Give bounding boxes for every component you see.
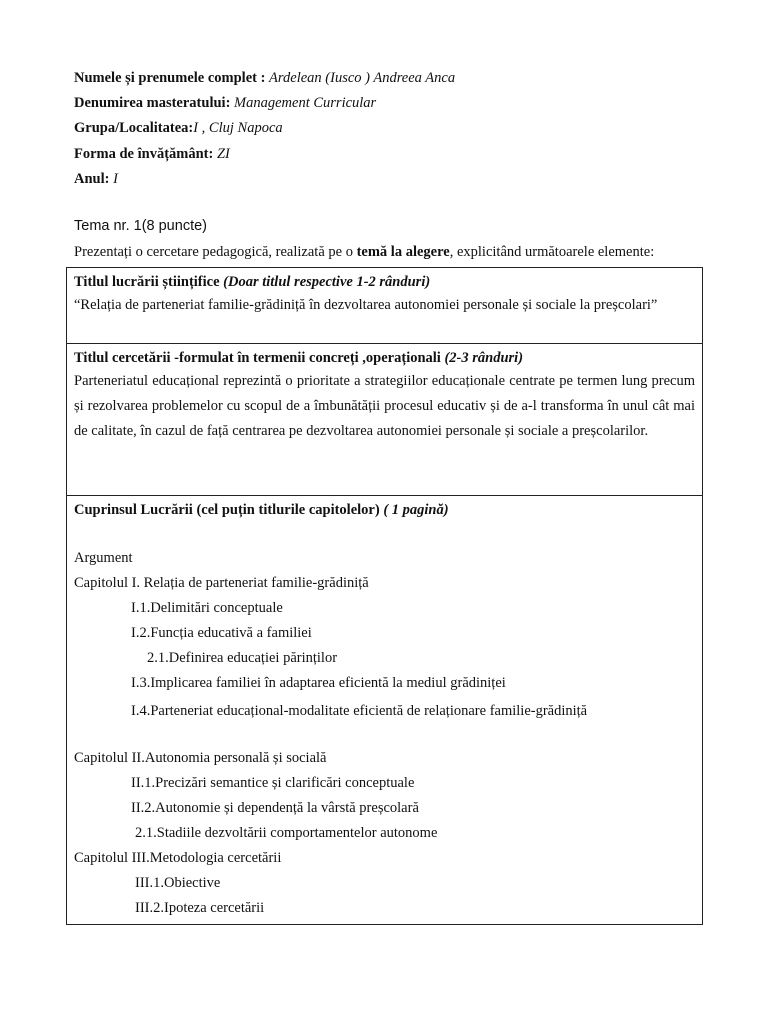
group-label: Grupa/Localitatea: bbox=[74, 120, 194, 136]
toc-chapter: Capitolul II.Autonomia personală și socială bbox=[74, 750, 327, 766]
section-scientific-title bbox=[67, 268, 703, 344]
year-label: Anul: bbox=[74, 171, 110, 187]
toc-item: I.4.Parteneriat educațional-modalitate eficientă de relaționare familie-grădiniță bbox=[131, 703, 588, 719]
task-intro bbox=[74, 244, 654, 261]
section-research-title bbox=[67, 344, 703, 496]
toc-item: 2.1.Stadiile dezvoltării comportamentelor autonome bbox=[135, 825, 438, 841]
toc-item: Argument bbox=[74, 550, 133, 566]
toc-item: I.3.Implicarea familiei în adaptarea eficientă la mediul grădiniței bbox=[131, 675, 506, 691]
section1-text: “Relația de parteneriat familie-grădiniță în dezvoltarea autonomiei personale și sociale la preșcolari” bbox=[74, 297, 658, 313]
section1-note: (Doar titlul respective 1-2 rânduri) bbox=[223, 274, 431, 290]
form-label: Forma de învățământ: bbox=[74, 146, 214, 162]
intro-prefix: Prezentați o cercetare pedagogică, realizată pe o bbox=[74, 244, 353, 260]
year-value: I bbox=[113, 171, 118, 187]
section3-note: ( 1 pagină) bbox=[383, 502, 449, 518]
toc-chapter: Capitolul III.Metodologia cercetării bbox=[74, 850, 282, 866]
intro-suffix: , explicitând următoarele elemente: bbox=[449, 244, 655, 260]
group-line bbox=[74, 119, 283, 137]
toc-item: I.2.Funcția educativă a familiei bbox=[131, 625, 312, 641]
form-value: ZI bbox=[216, 146, 230, 162]
section2-heading bbox=[74, 347, 695, 369]
intro-bold: temă la alegere bbox=[356, 244, 450, 260]
year-line bbox=[74, 170, 118, 188]
task-title: Tema nr. 1(8 puncte) bbox=[74, 218, 207, 234]
section2-title: Titlul cercetării -formulat în termenii concreți ,operaționali bbox=[74, 350, 441, 366]
name-label: Numele și prenumele complet : bbox=[74, 70, 266, 86]
master-value: Management Curricular bbox=[234, 95, 377, 111]
section1-title: Titlul lucrării științifice bbox=[74, 274, 220, 290]
name-value: Ardelean (Iusco ) Andreea Anca bbox=[269, 70, 456, 86]
section1-heading bbox=[74, 271, 695, 293]
section3-title: Cuprinsul Lucrării (cel puțin titlurile capitolelor) bbox=[74, 502, 380, 518]
toc-item: III.1.Obiective bbox=[135, 875, 221, 891]
master-line bbox=[74, 94, 376, 112]
toc-item: I.1.Delimitări conceptuale bbox=[131, 600, 283, 616]
toc-item: III.2.Ipoteza cercetării bbox=[135, 900, 265, 916]
section3-heading bbox=[74, 499, 695, 521]
group-value: I , Cluj Napoca bbox=[193, 120, 283, 136]
master-label: Denumirea masteratului: bbox=[74, 95, 231, 111]
toc-item: II.2.Autonomie și dependență la vârstă preșcolară bbox=[131, 800, 419, 816]
section-contents bbox=[67, 496, 703, 925]
toc-item: 2.1.Definirea educației părinților bbox=[147, 650, 338, 666]
task-table bbox=[66, 267, 703, 925]
toc-chapter: Capitolul I. Relația de parteneriat familie-grădiniță bbox=[74, 575, 369, 591]
section2-text: Parteneriatul educațional reprezintă o prioritate a strategiilor educaționale centrate pe termen lung precum și rezolvarea problemelor cu scopul de a îmbunătății procesul educativ și de a-l transforma în unul cât mai de calitate, în cazul de față centrarea pe dezvoltarea autonomiei personale și sociale a preșcolarilor. bbox=[74, 373, 695, 439]
name-line bbox=[74, 69, 455, 87]
section2-note: (2-3 rânduri) bbox=[444, 350, 524, 366]
toc-item: II.1.Precizări semantice și clarificări conceptuale bbox=[131, 775, 415, 791]
form-line bbox=[74, 145, 230, 163]
